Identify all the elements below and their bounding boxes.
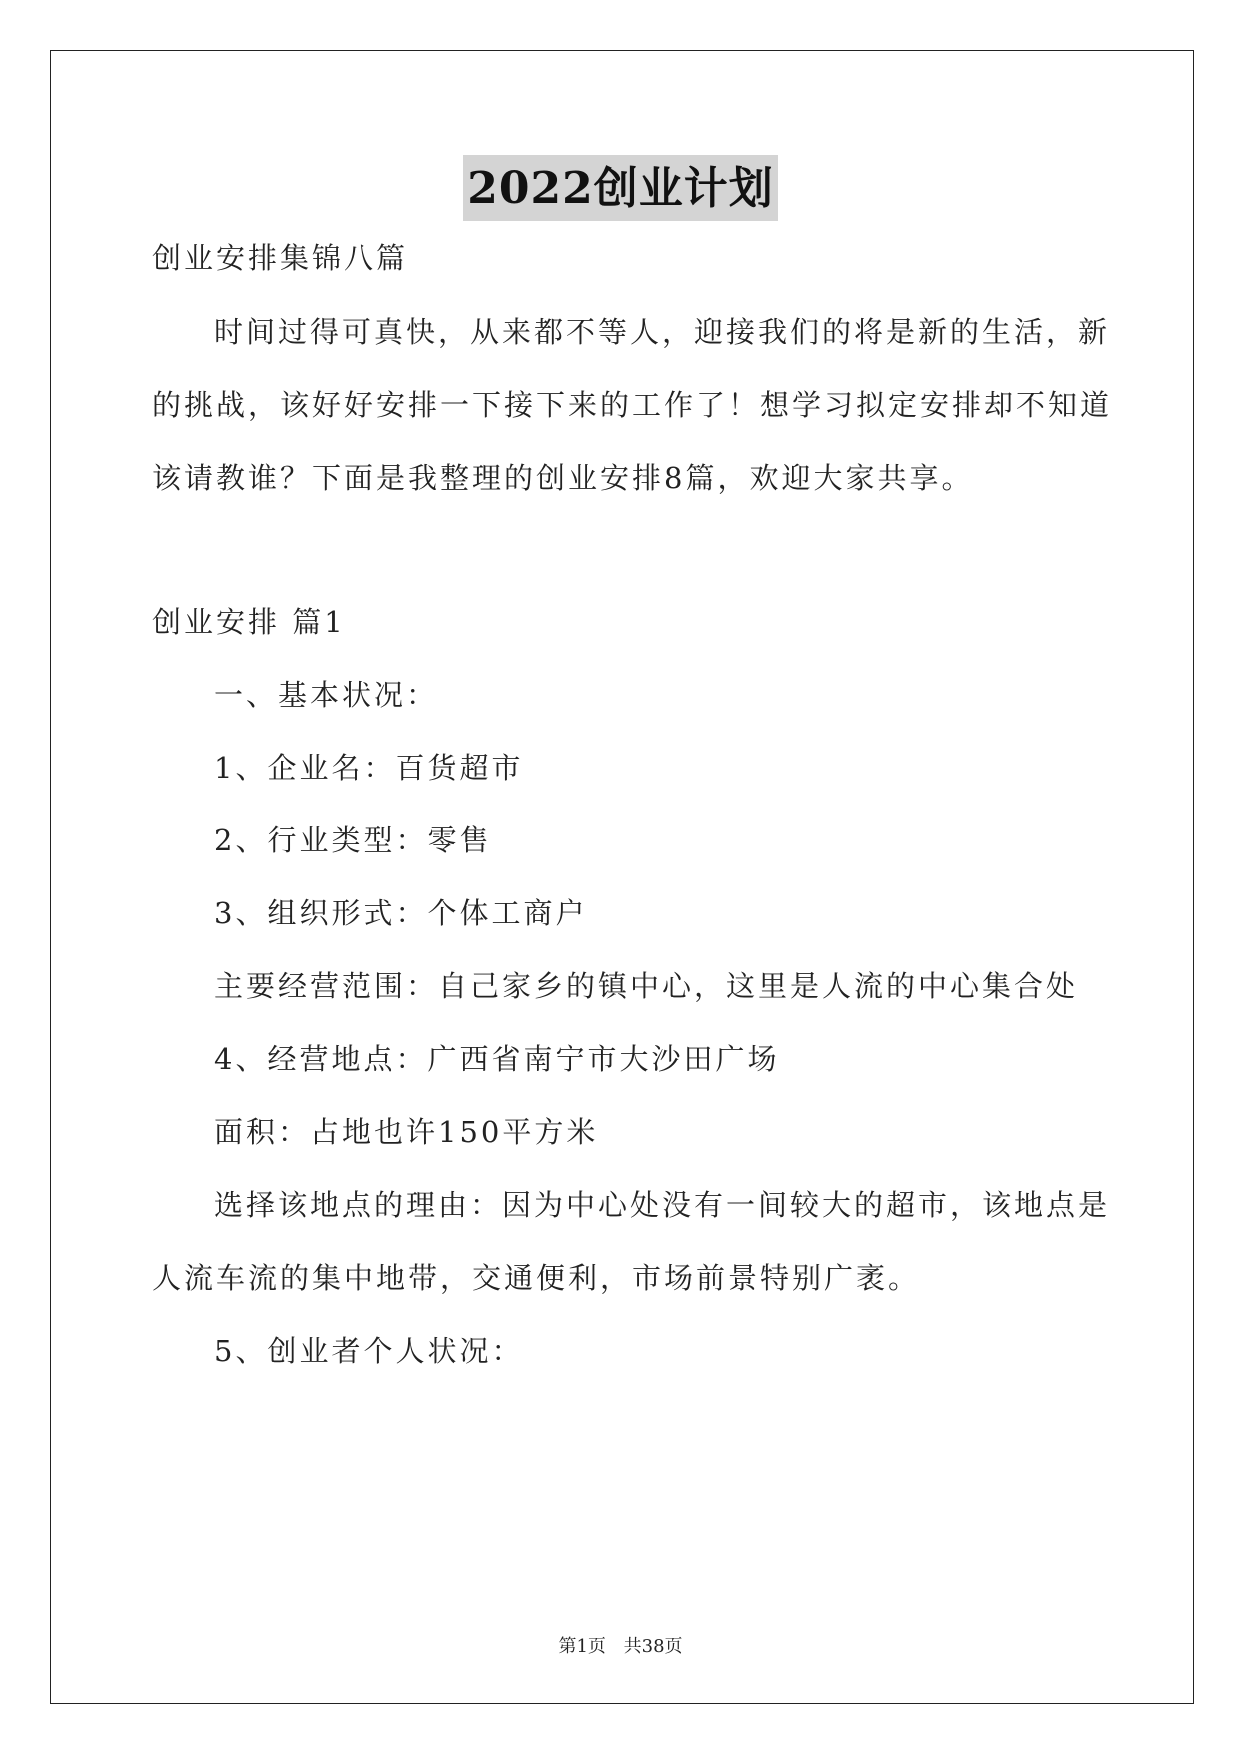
body-line-8: 选择该地点的理由：因为中心处没有一间较大的超市，该地点是 bbox=[214, 1188, 1111, 1222]
page-border bbox=[50, 50, 1194, 1704]
document-subtitle: 创业安排集锦八篇 bbox=[152, 241, 409, 275]
body-line-6: 4、经营地点：广西省南宁市大沙田广场 bbox=[214, 1042, 780, 1076]
page-footer bbox=[0, 1632, 1241, 1658]
title-container bbox=[0, 155, 1241, 221]
body-line-5: 主要经营范围：自己家乡的镇中心，这里是人流的中心集合处 bbox=[214, 969, 1079, 1003]
body-line-2: 1、企业名：百货超市 bbox=[214, 751, 524, 785]
intro-line-2: 的挑战，该好好安排一下接下来的工作了！想学习拟定安排却不知道 bbox=[152, 388, 1113, 422]
body-line-9: 人流车流的集中地带，交通便利，市场前景特别广袤。 bbox=[152, 1261, 921, 1295]
body-line-3: 2、行业类型：零售 bbox=[214, 823, 492, 857]
body-line-10: 5、创业者个人状况： bbox=[214, 1334, 524, 1368]
body-line-4: 3、组织形式：个体工商户 bbox=[214, 896, 588, 930]
intro-line-3: 该请教谁？下面是我整理的创业安排8篇，欢迎大家共享。 bbox=[152, 461, 974, 495]
intro-line-1: 时间过得可真快，从来都不等人，迎接我们的将是新的生活，新 bbox=[214, 315, 1111, 349]
body-line-1: 一、基本状况： bbox=[214, 678, 439, 712]
page-current: 第1页 bbox=[558, 1636, 606, 1657]
section-heading: 创业安排 篇1 bbox=[152, 605, 346, 639]
document-title: 2022创业计划 bbox=[463, 155, 777, 221]
body-line-7: 面积：占地也许150平方米 bbox=[214, 1115, 599, 1149]
page-total: 共38页 bbox=[623, 1636, 683, 1657]
